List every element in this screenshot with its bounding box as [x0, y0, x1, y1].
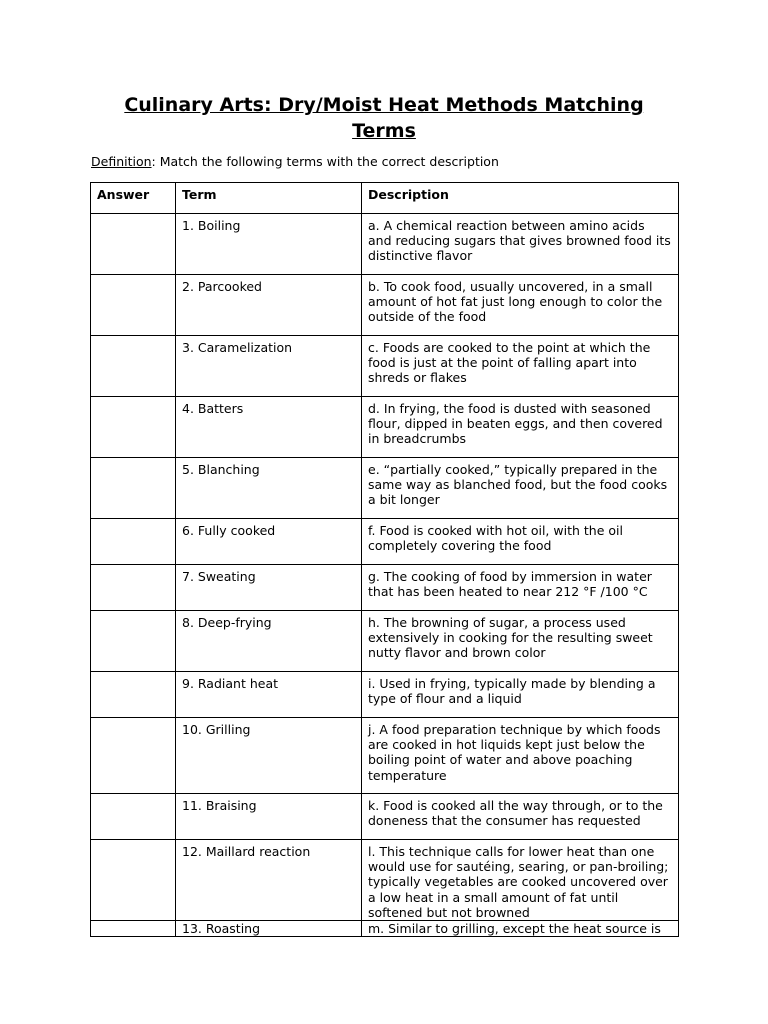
answer-cell[interactable] — [91, 840, 176, 921]
table-row — [91, 718, 679, 794]
answer-cell[interactable] — [91, 336, 176, 397]
answer-cell[interactable] — [91, 921, 176, 937]
table-row — [91, 794, 679, 840]
description-cell: e. “partially cooked,” typically prepared in the same way as blanched food, but the food cooks a bit longer — [362, 458, 679, 519]
table-row — [91, 397, 679, 458]
answer-cell[interactable] — [91, 214, 176, 275]
term-cell: 3. Caramelization — [176, 336, 362, 397]
table-row — [91, 840, 679, 921]
term-cell: 11. Braising — [176, 794, 362, 840]
term-cell: 12. Maillard reaction — [176, 840, 362, 921]
table-row — [91, 611, 679, 672]
answer-cell[interactable] — [91, 672, 176, 718]
answer-cell[interactable] — [91, 718, 176, 794]
term-cell: 5. Blanching — [176, 458, 362, 519]
description-cell: j. A food preparation technique by which foods are cooked in hot liquids kept just below the boiling point of water and above poaching temperature — [362, 718, 679, 794]
term-cell: 9. Radiant heat — [176, 672, 362, 718]
term-cell: 7. Sweating — [176, 565, 362, 611]
answer-cell[interactable] — [91, 519, 176, 565]
term-cell: 13. Roasting — [176, 921, 362, 937]
header-answer: Answer — [91, 183, 176, 214]
term-cell: 4. Batters — [176, 397, 362, 458]
table-row — [91, 336, 679, 397]
description-cell: d. In frying, the food is dusted with seasoned flour, dipped in beaten eggs, and then covered in breadcrumbs — [362, 397, 679, 458]
table-row — [91, 275, 679, 336]
term-cell: 1. Boiling — [176, 214, 362, 275]
instructions — [91, 154, 499, 170]
description-cell: f. Food is cooked with hot oil, with the oil completely covering the food — [362, 519, 679, 565]
description-cell: i. Used in frying, typically made by blending a type of flour and a liquid — [362, 672, 679, 718]
description-cell: l. This technique calls for lower heat than one would use for sautéing, searing, or pan-broiling; typically vegetables are cooked uncovered over a low heat in a small amount of fat until softened but not browned — [362, 840, 679, 921]
description-cell: a. A chemical reaction between amino acids and reducing sugars that gives browned food its distinctive flavor — [362, 214, 679, 275]
description-cell: c. Foods are cooked to the point at which the food is just at the point of falling apart into shreds or flakes — [362, 336, 679, 397]
table-row — [91, 565, 679, 611]
answer-cell[interactable] — [91, 397, 176, 458]
answer-cell[interactable] — [91, 611, 176, 672]
table-row — [91, 921, 679, 937]
answer-cell[interactable] — [91, 565, 176, 611]
description-cell: k. Food is cooked all the way through, or to the doneness that the consumer has requested — [362, 794, 679, 840]
description-cell: m. Similar to grilling, except the heat source is — [362, 921, 679, 937]
page-title: Culinary Arts: Dry/Moist Heat Methods Matching Terms — [124, 94, 644, 142]
table-row — [91, 214, 679, 275]
table-header-row — [91, 183, 679, 214]
description-cell: g. The cooking of food by immersion in water that has been heated to near 212 °F /100 °C — [362, 565, 679, 611]
answer-cell[interactable] — [91, 794, 176, 840]
definition-label: Definition — [91, 154, 152, 169]
description-cell: h. The browning of sugar, a process used extensively in cooking for the resulting sweet nutty flavor and brown color — [362, 611, 679, 672]
term-cell: 10. Grilling — [176, 718, 362, 794]
answer-cell[interactable] — [91, 275, 176, 336]
matching-table — [90, 182, 679, 937]
term-cell: 8. Deep-frying — [176, 611, 362, 672]
answer-cell[interactable] — [91, 458, 176, 519]
instructions-text: : Match the following terms with the correct description — [151, 154, 499, 169]
table-row — [91, 519, 679, 565]
description-cell: b. To cook food, usually uncovered, in a small amount of hot fat just long enough to color the outside of the food — [362, 275, 679, 336]
header-description: Description — [362, 183, 679, 214]
header-term: Term — [176, 183, 362, 214]
term-cell: 2. Parcooked — [176, 275, 362, 336]
table-row — [91, 672, 679, 718]
table-row — [91, 458, 679, 519]
term-cell: 6. Fully cooked — [176, 519, 362, 565]
